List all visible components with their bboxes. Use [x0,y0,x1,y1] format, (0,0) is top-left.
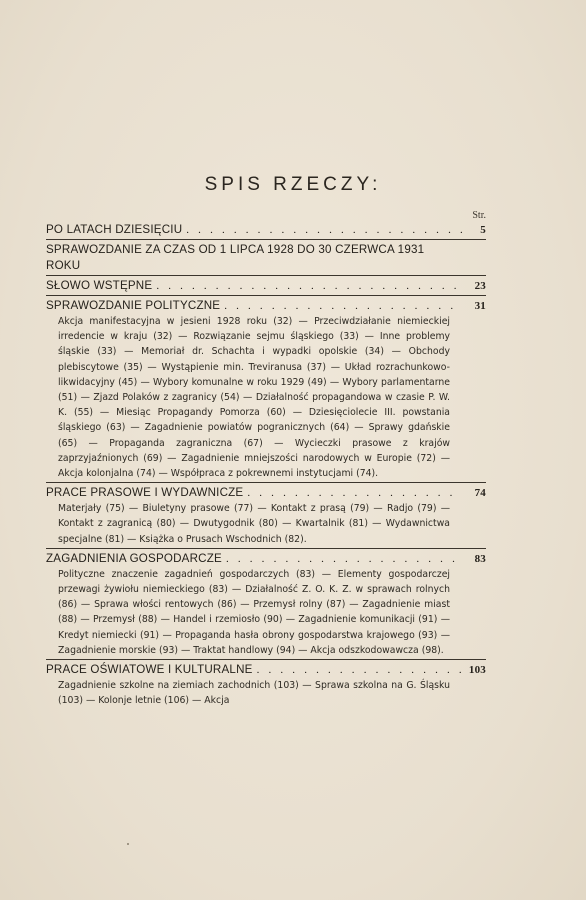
toc-heading-title: SŁOWO WSTĘPNE [46,279,153,292]
toc-entry [46,298,486,481]
toc-heading-title: ZAGADNIENIA GOSPODARCZE [46,551,222,565]
leader-dots [247,486,462,501]
divider [46,295,486,296]
toc-heading-title: SPRAWOZDANIE ZA CZAS OD 1 LIPCA 1928 DO 30 CZERWCA 1931 ROKU [46,243,425,272]
toc-page-number: 74 [474,487,486,500]
page-column-label: Str. [472,210,486,221]
toc-heading [46,222,486,238]
toc-heading [46,278,486,294]
table-of-contents [46,222,486,708]
toc-heading-title: SPRAWOZDANIE POLITYCZNE [46,299,221,312]
toc-heading [46,298,486,314]
toc-heading [46,551,486,567]
toc-heading-title: PO LATACH DZIESIĘCIU [46,223,183,236]
divider [46,239,486,240]
toc-entry [46,551,486,658]
divider [46,482,486,483]
toc-entry [46,222,486,238]
divider [46,659,486,660]
page-title: SPIS RZECZY: [204,174,382,195]
toc-page-number: 31 [474,300,486,312]
toc-entry [46,242,486,274]
toc-heading-title: PRACE PRASOWE I WYDAWNICZE [46,486,244,500]
toc-entry [46,485,486,547]
toc-entry-description: Materjały (75) — Biuletyny prasowe (77) — Kontakt z prasą (79) — Radjo (79) — Kontakt z zagranicą (80) — Dwutygodnik (80) — Kwartalnik (81) — Wydawnictwa specjalne (81) — Książka o Prusach Wschodnich (82). [58,503,450,545]
toc-page-number: 5 [480,224,486,236]
toc-page-number: 103 [468,664,486,677]
divider [46,548,486,549]
leader-dots [156,279,462,294]
toc-heading-title: PRACE OŚWIATOWE I KULTURALNE [46,663,253,677]
toc-page-number: 23 [474,280,486,292]
toc-entry-description: Akcja manifestacyjna w jesieni 1928 roku (32) — Przeciwdziałanie niemieckiej irredencie w kraju (32) — Rozwiązanie sejmu śląskiego (33) — Inne problemy śląskie (33) — Memoriał dr. Schachta i wypadki opolskie (34) — Obchody plebiscytowe (35) — Wystąpienie min. Treviranusa (37) — Układ rozrachunkowo-likwidacyjny (45) — Wybory komunalne w roku 1929 (49) — Wybory parlamentarne (51) — Zjazd Polaków z zagranicy (54) — Działalność propagandowa w czasie P. W. K. (55) — Miesiąc Propagandy Pomorza (60) — Dziesięciolecie III. powstania śląskiego (63) — Zagadnienie powiatów pogranicznych (64) — Sprawy gdańskie (65) — Propaganda zagraniczna (67) — Wycieczki prasowe z krajów zaprzyjaźnionych (69) — Zagadnienie mniejszości narodowych w Europie (72) — Akcja kolonjalna (74) — Współpraca z pokrewnemi instytucjami (74). [58,316,450,480]
leader-dots [186,223,462,238]
toc-page-number: 83 [474,552,486,565]
toc-heading [46,242,486,274]
toc-entry [46,278,486,294]
divider [46,275,486,276]
leader-dots [224,299,462,314]
toc-heading [46,662,486,678]
toc-entry [46,662,486,708]
toc-entry-description: Polityczne znaczenie zagadnień gospodarczych (83) — Elementy gospodarczej przewagi żywiołu niemieckiego (83) — Działalność Z. O. K. Z. w sprawach rolnych (86) — Sprawa włości rentowych (86) — Przemysł rolny (87) — Zagadnienie miast (88) — Przemysł (88) — Handel i rzemiosło (90) — Zagadnienie komunikacji (91) — Kredyt niemiecki (91) — Propaganda hasła obrony gospodarstwa krajowego (93) — Zagadnienie morskie (93) — Traktat handlowy (94) — Akcja odszkodowawcza (98). [58,568,450,656]
leader-dots [226,552,462,567]
paper-speck [127,843,129,845]
toc-entry-description: Zagadnienie szkolne na ziemiach zachodnich (103) — Sprawa szkolna na G. Śląsku (103) — Kolonje letnie (106) — Akcja [58,680,450,707]
toc-heading [46,485,486,501]
leader-dots [257,663,462,678]
